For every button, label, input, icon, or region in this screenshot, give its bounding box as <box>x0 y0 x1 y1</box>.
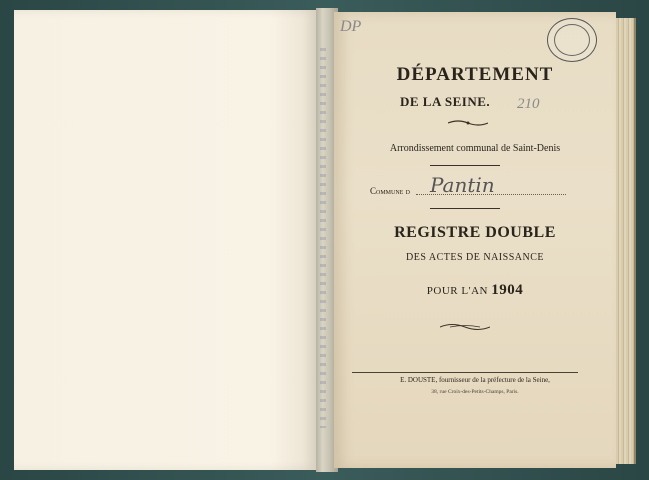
printer-rule <box>352 372 578 373</box>
printer-address: 38, rue Croix-des-Petits-Champs, Paris. <box>431 389 519 395</box>
printer-line: E. DOUSTE, fournisseur de la préfecture de la Seine, <box>400 376 550 384</box>
divider-rule <box>430 208 500 209</box>
page-edges <box>616 18 636 464</box>
marginal-mark: DP <box>340 18 362 35</box>
year-value: 1904 <box>491 282 524 298</box>
ornament-divider-icon <box>448 119 488 127</box>
arrondissement-line: Arrondissement communal de Saint-Denis <box>389 143 561 154</box>
divider-rule <box>430 165 500 166</box>
year-prefix: POUR L'AN <box>426 285 488 297</box>
register-title: REGISTRE DOUBLE <box>394 224 556 241</box>
year-line <box>334 282 616 299</box>
handwritten-number: 210 <box>517 96 540 112</box>
commune-label: Commune d <box>370 186 410 196</box>
department-subheading: DE LA SEINE. <box>400 94 491 109</box>
archive-seal-stamp <box>547 18 597 62</box>
commune-handwritten-value: Pantin <box>430 173 495 197</box>
register-subtitle: DES ACTES DE NAISSANCE <box>406 252 544 263</box>
department-heading: DÉPARTEMENT <box>396 64 554 85</box>
blank-left-page <box>14 10 316 470</box>
ornament-flourish-icon <box>440 322 490 332</box>
